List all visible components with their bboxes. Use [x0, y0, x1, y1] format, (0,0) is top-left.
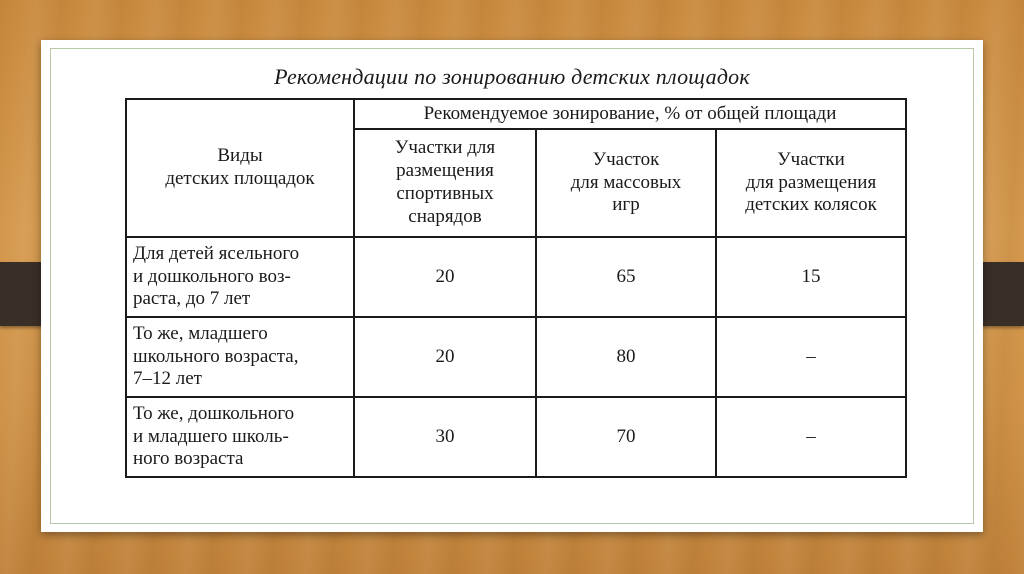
cell-value: – [716, 397, 906, 477]
playground-types-header: Виды детских площадок [126, 99, 354, 237]
cell-value: 20 [354, 237, 536, 317]
row-label: Для детей ясельного и дошкольного воз- раста, до 7 лет [126, 237, 354, 317]
slide [41, 40, 983, 532]
cell-value: – [716, 317, 906, 397]
cell-value: 70 [536, 397, 716, 477]
table-row [126, 397, 906, 477]
cell-value: 65 [536, 237, 716, 317]
cell-value: 30 [354, 397, 536, 477]
cell-value: 20 [354, 317, 536, 397]
zoning-group-header: Рекомендуемое зонирование, % от общей площади [354, 99, 906, 129]
zoning-table [125, 98, 907, 478]
cell-value: 80 [536, 317, 716, 397]
cell-value: 15 [716, 237, 906, 317]
table-row [126, 317, 906, 397]
table-header-row [126, 99, 906, 129]
row-label: То же, младшего школьного возраста, 7–12 лет [126, 317, 354, 397]
column-header-games: Участок для массовых игр [536, 129, 716, 237]
slide-title: Рекомендации по зонированию детских площадок [274, 64, 750, 89]
column-header-sports: Участки для размещения спортивных снарядов [354, 129, 536, 237]
table-row [126, 237, 906, 317]
row-label: То же, дошкольного и младшего школь- ного возраста [126, 397, 354, 477]
column-header-strollers: Участки для размещения детских колясок [716, 129, 906, 237]
